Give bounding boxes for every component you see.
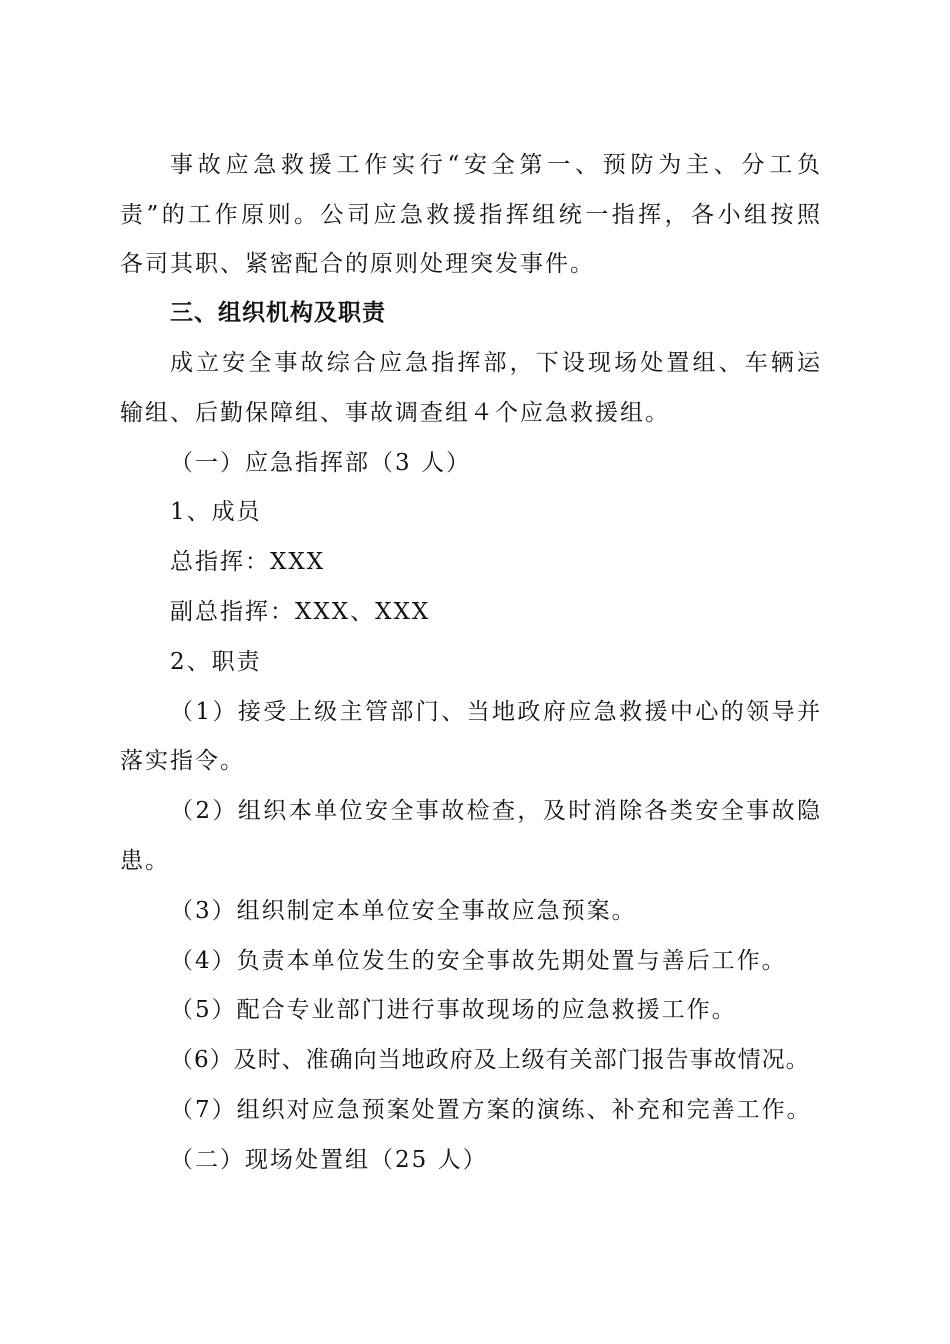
duties-heading: 2、职责 xyxy=(170,649,262,675)
deputy-commander-line: 副总指挥：XXX、XXX xyxy=(170,599,431,625)
section-3-heading: 三、组织机构及职责 xyxy=(170,300,386,326)
duty-4: （4）负责本单位发生的安全事故先期处置与善后工作。 xyxy=(170,948,787,974)
duty-1-line-2: 落实指令。 xyxy=(120,748,245,774)
subsection-1-heading: （一）应急指挥部（3 人） xyxy=(170,450,471,476)
principle-paragraph-line-3: 各司其职、紧密配合的原则处理突发事件。 xyxy=(120,251,595,277)
duty-2-line-1: （2）组织本单位安全事故检查，及时消除各类安全事故隐 xyxy=(170,798,822,824)
duty-7: （7）组织对应急预案处置方案的演练、补充和完善工作。 xyxy=(170,1097,812,1123)
members-heading: 1、成员 xyxy=(170,499,262,525)
subsection-2-heading: （二）现场处置组（25 人） xyxy=(170,1147,488,1173)
commander-line: 总指挥：XXX xyxy=(170,549,326,575)
organization-paragraph-line-1: 成立安全事故综合应急指挥部，下设现场处置组、车辆运 xyxy=(170,350,822,376)
duty-6: （6）及时、准确向当地政府及上级有关部门报告事故情况。 xyxy=(170,1047,810,1073)
principle-paragraph-line-2: 责”的工作原则。公司应急救援指挥组统一指挥，各小组按照 xyxy=(120,202,822,228)
principle-paragraph-line-1: 事故应急救援工作实行“安全第一、预防为主、分工负 xyxy=(170,152,822,178)
duty-3: （3）组织制定本单位安全事故应急预案。 xyxy=(170,898,637,924)
duty-5: （5）配合专业部门进行事故现场的应急救援工作。 xyxy=(170,997,737,1023)
organization-paragraph-line-2: 输组、后勤保障组、事故调查组４个应急救援组。 xyxy=(120,400,670,426)
duty-2-line-2: 患。 xyxy=(120,848,170,874)
duty-1-line-1: （1）接受上级主管部门、当地政府应急救援中心的领导并 xyxy=(170,699,822,725)
